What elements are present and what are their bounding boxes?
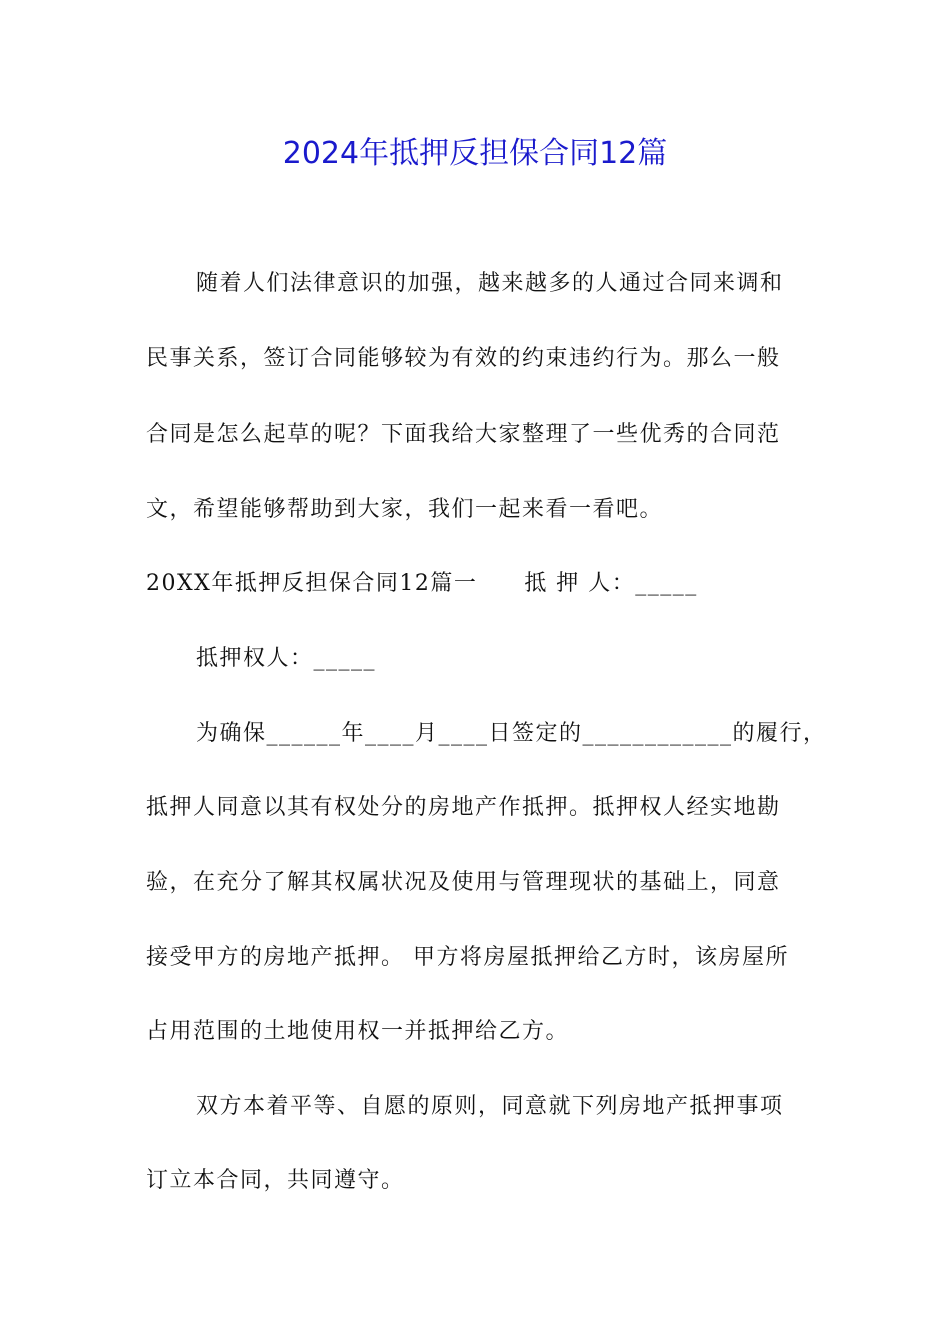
paragraph-line: 占用范围的土地使用权一并抵押给乙方。 (146, 1019, 570, 1044)
paragraph-line: 订立本合同，共同遵守。 (146, 1168, 405, 1193)
paragraph-line: 接受甲方的房地产抵押。 甲方将房屋抵押给乙方时，该房屋所 (146, 945, 789, 970)
paragraph-line: 抵押人同意以其有权处分的房地产作抵押。抵押权人经实地勘 (146, 795, 781, 820)
paragraph-line: 民事关系，签订合同能够较为有效的约束违约行为。那么一般 (146, 346, 781, 371)
paragraph-line: 随着人们法律意识的加强，越来越多的人通过合同来调和 (196, 271, 784, 296)
paragraph-line: 为确保______年____月____日签定的____________的履行， (196, 721, 827, 746)
paragraph-line: 双方本着平等、自愿的原则，同意就下列房地产抵押事项 (196, 1094, 784, 1119)
paragraph-line: 抵押权人：_____ (196, 646, 377, 671)
document-title: 2024年抵押反担保合同12篇 (282, 136, 668, 171)
paragraph-line: 合同是怎么起草的呢？下面我给大家整理了一些优秀的合同范 (146, 422, 781, 447)
section-heading-line: 20XX年抵押反担保合同12篇一 抵 押 人：_____ (146, 571, 698, 596)
paragraph-line: 验，在充分了解其权属状况及使用与管理现状的基础上，同意 (146, 870, 781, 895)
paragraph-line: 文，希望能够帮助到大家，我们一起来看一看吧。 (146, 497, 664, 522)
